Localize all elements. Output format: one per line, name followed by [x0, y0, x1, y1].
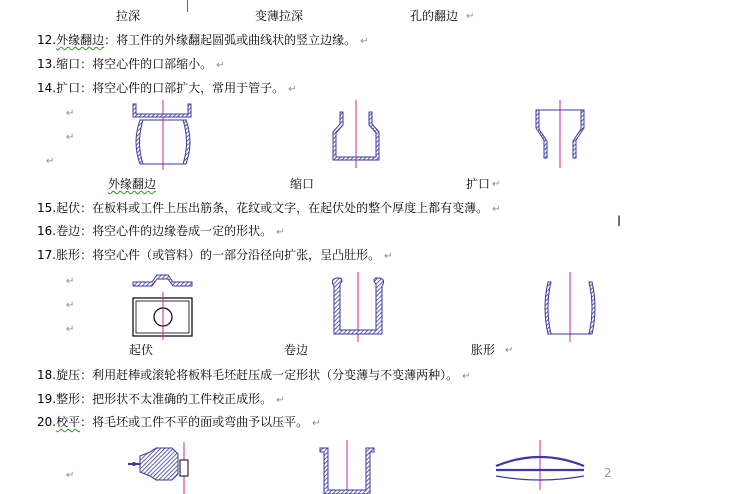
figure-flaring — [530, 100, 590, 168]
figure-embossing — [130, 272, 196, 340]
text-cursor-icon: I — [617, 214, 622, 230]
figure-outer-flanging — [130, 100, 200, 170]
caption-outer-flanging: 外缘翻边 — [108, 177, 157, 191]
caption-necking: 缩口 — [290, 177, 315, 191]
caption-ironing: 变薄拉深 — [255, 9, 304, 23]
item-18: 18.旋压：利用赶棒或滚轮将板料毛坯赶压成一定形状（分变薄与不变薄两种）。 ↵ — [37, 368, 471, 382]
figure-curling — [328, 272, 388, 342]
paragraph-mark: ↵ — [66, 276, 75, 287]
paragraph-mark: ↵ — [66, 300, 75, 311]
caption-deep-drawing: 拉深 — [116, 9, 141, 23]
caption-bulging: 胀形 — [471, 343, 496, 357]
item-12: 12.外缘翻边：将工件的外缘翻起圆弧或曲线状的竖立边缘。 ↵ — [37, 33, 369, 47]
paragraph-mark: ↵ — [66, 132, 75, 143]
axis-line-top — [187, 0, 188, 12]
figure-spinning — [126, 440, 196, 494]
item-16: 16.卷边：将空心件的边缘卷成一定的形状。 ↵ — [37, 224, 285, 238]
item-15: 15.起伏：在板料或工件上压出筋条，花纹或文字，在起伏处的整个厚度上都有变薄。 ↵ — [37, 201, 501, 215]
page-number: 2 — [604, 466, 612, 480]
figure-necking — [325, 100, 387, 168]
paragraph-mark: ↵ — [505, 345, 514, 356]
figure-bulging — [540, 272, 600, 342]
paragraph-mark: ↵ — [46, 156, 55, 167]
paragraph-mark: ↵ — [66, 470, 75, 481]
paragraph-mark: ↵ — [466, 11, 475, 22]
item-20: 20.校平：将毛坯或工件不平的面或弯曲予以压平。 ↵ — [37, 415, 321, 429]
paragraph-mark: ↵ — [492, 179, 501, 190]
paragraph-mark: ↵ — [66, 108, 75, 119]
caption-embossing: 起伏 — [129, 343, 154, 357]
figure-flattening — [492, 440, 588, 490]
figure-sizing — [318, 440, 376, 494]
caption-hole-flanging: 孔的翻边 — [410, 9, 459, 23]
item-17: 17.胀形：将空心件（或管料）的一部分沿径向扩张，呈凸肚形。 ↵ — [37, 248, 393, 262]
item-19: 19.整形：把形状不太准确的工件校正成形。 ↵ — [37, 392, 285, 406]
item-14: 14.扩口：将空心件的口部扩大，常用于管子。 ↵ — [37, 81, 297, 95]
caption-flaring: 扩口 — [466, 177, 491, 191]
item-13: 13.缩口：将空心件的口部缩小。 ↵ — [37, 57, 225, 71]
caption-curling: 卷边 — [284, 343, 309, 357]
paragraph-mark: ↵ — [66, 324, 75, 335]
